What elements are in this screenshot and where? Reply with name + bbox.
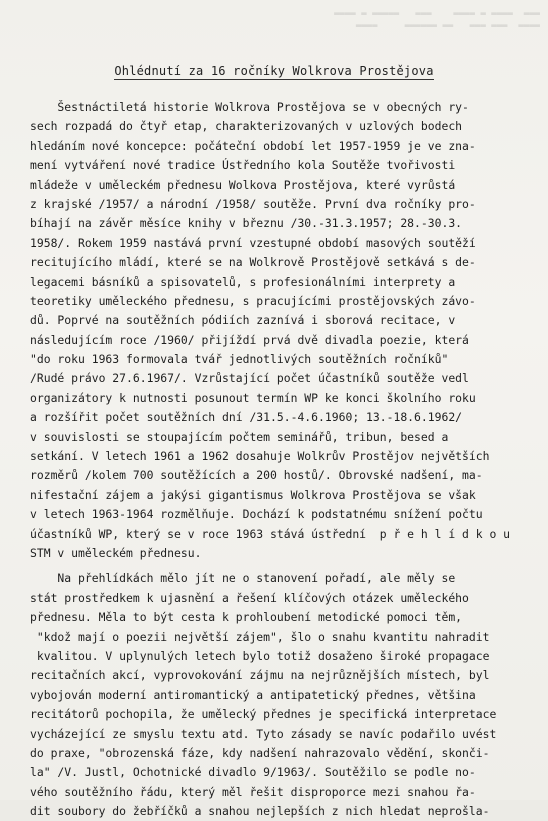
text-line: mládeže v uměleckém přednesu Wolkova Prostějova, které vyrůstá xyxy=(30,177,456,192)
paragraph xyxy=(30,569,530,821)
text-line: "do roku 1963 formovala tvář jednotlivých soutěžních ročníků" xyxy=(30,352,449,367)
text-line: vého soutěžního řádu, který měl řešit disproporce mezi snahou řa- xyxy=(30,784,476,799)
text-line: nifestační zájem a jakýsi gigantismus Wolkrova Prostějova se však xyxy=(30,487,476,502)
text-line: rozměrů /kolem 700 soutěžících a 200 hostů/. Obrovské nadšení, ma- xyxy=(30,468,483,483)
text-line: 1958/. Rokem 1959 nastává první vzestupné období masových soutěží xyxy=(30,235,476,250)
text-line: do praxe, "obrozenská fáze, kdy nadšení nahrazovalo vědění, skonči- xyxy=(30,745,490,760)
document-body xyxy=(30,98,530,821)
text-line: účastníků WP, který se v roce 1963 stává ústřední p ř e h l í d k o u xyxy=(30,526,511,541)
text-line: Šestnáctiletá historie Wolkrova Prostějova se v obecných ry- xyxy=(30,100,469,114)
text-line: dit soubory do žebříčků a snahou nejlepších z nich hledat neprošla- xyxy=(30,804,490,819)
text-line: /Rudé právo 27.6.1967/. Vzrůstající počet účastníků soutěže vedl xyxy=(30,371,469,386)
text-line: sech rozpadá do čtyř etap, charakterizovaných v uzlových bodech xyxy=(30,119,463,134)
text-line: teoretiky uměleckého přednesu, s pracujícími prostějovských závo- xyxy=(30,293,476,308)
text-line: recitačních akcí, vyprovokování zájmu na nejrůznějších místech, byl xyxy=(30,668,490,683)
text-line: a rozšířit počet soutěžních dní /31.5.-4.6.1960; 13.-18.6.1962/ xyxy=(30,410,463,425)
text-line: recitujícího mládí, které se na Wolkrově Prostějově setkává s de- xyxy=(30,255,476,270)
text-line: Na přehlídkách mělo jít ne o stanovení pořadí, ale měly se xyxy=(30,571,456,586)
document-title xyxy=(0,64,548,78)
text-line: hledáním nové koncepce: počáteční období let 1957-1959 je ve zna- xyxy=(30,138,476,153)
text-line: v letech 1963-1964 rozmělňuje. Dochází k podstatnému snížení počtu xyxy=(30,507,483,522)
document-title-text: Ohlédnutí za 16 ročníky Wolkrova Prostějova xyxy=(114,64,434,78)
text-line: la" /V. Justl, Ochotnické divadlo 9/1963/. Soutěžilo se podle no- xyxy=(30,765,476,780)
text-line: přednesu. Měla to být cesta k prohloubení metodické pomoci těm, xyxy=(30,610,463,625)
text-line: vycházející ze smyslu textu atd. Tyto zásady se navíc podařilo uvést xyxy=(30,726,497,741)
paragraph xyxy=(30,98,530,563)
text-line: stát prostředkem k ujasnění a řešení klíčových otázek uměleckého xyxy=(30,590,469,605)
text-line: mení vytváření nové tradice Ústředního kola Soutěže tvořivosti xyxy=(30,158,456,173)
text-line: "kdož mají o poezii největší zájem", šlo o snahu kvantitu nahradit xyxy=(30,629,490,644)
text-line: z krajské /1957/ a národní /1958/ soutěže. První dva ročníky pro- xyxy=(30,196,476,211)
show-through-text: ▬▬▬ ▬▬▬▬ ▬ ▬▬▬▬ ▬▬▬ ▬▬▬▬▬ ▬ ▬▬▬▬ ▬▬▬▬ ▬▬▬ ▬▬▬ ▬▬ ▬▬▬▬▬▬ ▬▬▬▬ xyxy=(334,9,540,31)
text-line: STM v uměleckém přednesu. xyxy=(30,545,202,560)
text-line: legacemi básníků a spisovatelů, s profesionálními interprety a xyxy=(30,274,456,289)
text-line: dů. Poprvé na soutěžních pódiích zaznívá i sborová recitace, v xyxy=(30,313,456,328)
text-line: organizátory k nutnosti posunout termín WP ke konci školního roku xyxy=(30,390,476,405)
text-line: kvalitou. V uplynulých letech bylo totiž dosaženo široké propagace xyxy=(30,648,490,663)
text-line: recitátorů pochopila, že umělecký přednes je specifická interpretace xyxy=(30,707,497,722)
text-line: bíhají na závěr měsíce knihy v březnu /30.-31.3.1957; 28.-30.3. xyxy=(30,216,463,231)
text-line: vybojován moderní antiromantický a antipatetický přednes, většina xyxy=(30,687,476,702)
text-line: následujícím roce /1960/ přijíždí prvá dvě divadla poezie, která xyxy=(30,332,469,347)
text-line: setkání. V letech 1961 a 1962 dosahuje Wolkrův Prostějov největších xyxy=(30,449,490,464)
text-line: v souvislosti se stoupajícím počtem seminářů, tribun, besed a xyxy=(30,429,449,444)
